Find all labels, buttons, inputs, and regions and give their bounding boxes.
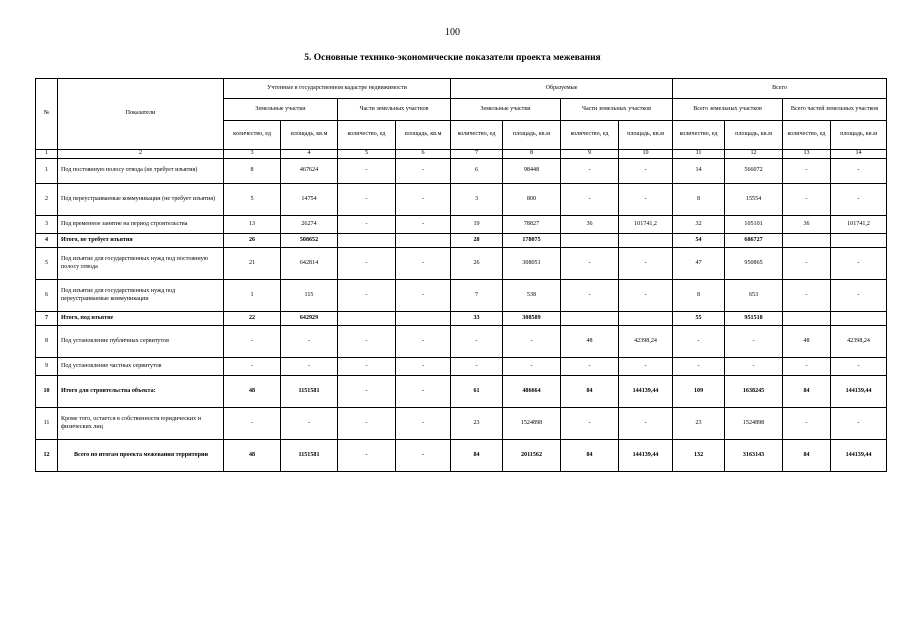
table-cell: 6 bbox=[451, 159, 503, 184]
table-cell: - bbox=[396, 358, 451, 376]
column-number: 13 bbox=[783, 150, 831, 159]
column-number: 7 bbox=[451, 150, 503, 159]
table-cell: - bbox=[338, 440, 396, 472]
row-number: 11 bbox=[36, 408, 58, 440]
table-cell: 105101 bbox=[725, 216, 783, 234]
table-cell: - bbox=[338, 216, 396, 234]
table-cell: 26 bbox=[224, 234, 281, 248]
row-number: 8 bbox=[36, 326, 58, 358]
table-cell: 178075 bbox=[503, 234, 561, 248]
column-header: количество, ед bbox=[451, 121, 503, 150]
table-row bbox=[36, 408, 887, 440]
column-number: 5 bbox=[338, 150, 396, 159]
table-cell: - bbox=[783, 280, 831, 312]
table-cell: 132 bbox=[673, 440, 725, 472]
table-row bbox=[36, 312, 887, 326]
column-header: площадь, кв.м bbox=[831, 121, 887, 150]
table-cell: - bbox=[619, 248, 673, 280]
table-cell: 1638245 bbox=[725, 376, 783, 408]
table-cell: 951518 bbox=[725, 312, 783, 326]
table-cell: - bbox=[619, 358, 673, 376]
table-cell: - bbox=[281, 408, 338, 440]
table-cell: 78827 bbox=[503, 216, 561, 234]
table-cell: 7 bbox=[451, 280, 503, 312]
table-cell: 3 bbox=[451, 184, 503, 216]
table-cell: - bbox=[281, 358, 338, 376]
table-cell: 3163143 bbox=[725, 440, 783, 472]
table-cell: - bbox=[396, 326, 451, 358]
table-row bbox=[36, 159, 887, 184]
column-header: площадь, кв.м bbox=[725, 121, 783, 150]
table-cell: 26274 bbox=[281, 216, 338, 234]
table-cell: - bbox=[619, 159, 673, 184]
table-cell: - bbox=[224, 358, 281, 376]
table-cell bbox=[619, 312, 673, 326]
table-cell: - bbox=[338, 248, 396, 280]
row-label: Под изъятие для государственных нужд под переустраиваемые коммуникации bbox=[58, 280, 224, 312]
row-number: 2 bbox=[36, 184, 58, 216]
table-cell: - bbox=[561, 408, 619, 440]
table-cell: 800 bbox=[503, 184, 561, 216]
table-cell: 48 bbox=[783, 326, 831, 358]
table-cell: 61 bbox=[451, 376, 503, 408]
table-cell: 84 bbox=[451, 440, 503, 472]
table-cell: 55 bbox=[673, 312, 725, 326]
header-num: № bbox=[36, 79, 58, 150]
table-cell: 84 bbox=[561, 376, 619, 408]
row-label: Под переустраиваемые коммуникации (не требует изъятия) bbox=[58, 184, 224, 216]
table-cell: 8 bbox=[224, 159, 281, 184]
table-row bbox=[36, 440, 887, 472]
row-label: Под установление публичных сервитутов bbox=[58, 326, 224, 358]
table-cell: 5 bbox=[224, 184, 281, 216]
table-cell: - bbox=[561, 184, 619, 216]
column-header: площадь, кв.м bbox=[619, 121, 673, 150]
table-cell bbox=[831, 312, 887, 326]
table-cell: - bbox=[561, 280, 619, 312]
table-cell: - bbox=[338, 159, 396, 184]
column-header: количество, ед bbox=[783, 121, 831, 150]
table-cell: 109 bbox=[673, 376, 725, 408]
table-cell bbox=[396, 312, 451, 326]
table-cell: 33 bbox=[451, 312, 503, 326]
table-cell: - bbox=[673, 326, 725, 358]
column-header: количество, ед bbox=[561, 121, 619, 150]
table-row bbox=[36, 184, 887, 216]
table-cell: - bbox=[783, 184, 831, 216]
row-number: 9 bbox=[36, 358, 58, 376]
table-cell: 642814 bbox=[281, 248, 338, 280]
table-cell: 101741,2 bbox=[831, 216, 887, 234]
table-cell: - bbox=[338, 376, 396, 408]
column-header: площадь, кв.м bbox=[503, 121, 561, 150]
table-cell: - bbox=[396, 184, 451, 216]
table-cell: - bbox=[783, 248, 831, 280]
table-cell: 467624 bbox=[281, 159, 338, 184]
header-sub: Всего частей земельных участков bbox=[783, 99, 887, 121]
table-cell: 144139,44 bbox=[619, 440, 673, 472]
table-cell: 42398,24 bbox=[619, 326, 673, 358]
table-cell: - bbox=[338, 280, 396, 312]
column-number: 9 bbox=[561, 150, 619, 159]
header-group-registered: Учтенные в государственном кадастре недвижимости bbox=[224, 79, 451, 99]
table-cell: - bbox=[619, 408, 673, 440]
table-cell: - bbox=[725, 326, 783, 358]
column-number: 14 bbox=[831, 150, 887, 159]
table-cell: 84 bbox=[783, 376, 831, 408]
table-cell: 42398,24 bbox=[831, 326, 887, 358]
header-group-formed: Образуемые bbox=[451, 79, 673, 99]
table-cell: - bbox=[783, 408, 831, 440]
table-cell: - bbox=[561, 358, 619, 376]
page-number: 100 bbox=[445, 27, 460, 38]
table-cell: - bbox=[396, 159, 451, 184]
table-cell: - bbox=[831, 248, 887, 280]
row-label: Кроме того, остается в собственности юридических и физических лиц bbox=[58, 408, 224, 440]
table-cell: 36 bbox=[783, 216, 831, 234]
table-cell: 566072 bbox=[725, 159, 783, 184]
table-cell bbox=[338, 234, 396, 248]
table-row bbox=[36, 326, 887, 358]
table-cell bbox=[561, 234, 619, 248]
table-cell: 486664 bbox=[503, 376, 561, 408]
column-number: 1 bbox=[36, 150, 58, 159]
table-cell: 22 bbox=[224, 312, 281, 326]
document-title: 5. Основные технико-экономические показатели проекта межевания bbox=[304, 53, 601, 63]
row-label: Всего по итогам проекта межевания территории bbox=[58, 440, 224, 472]
row-label: Итого, не требует изъятия bbox=[58, 234, 224, 248]
table-cell: 308589 bbox=[503, 312, 561, 326]
table-cell: - bbox=[619, 280, 673, 312]
table-cell: 1 bbox=[224, 280, 281, 312]
table-cell: 642929 bbox=[281, 312, 338, 326]
table-cell: 144139,44 bbox=[831, 376, 887, 408]
table-cell: 14 bbox=[673, 159, 725, 184]
table-row bbox=[36, 376, 887, 408]
column-number: 2 bbox=[58, 150, 224, 159]
table-cell: - bbox=[619, 184, 673, 216]
table-cell: 101741,2 bbox=[619, 216, 673, 234]
table-cell bbox=[831, 234, 887, 248]
table-cell: 14754 bbox=[281, 184, 338, 216]
table-cell: 1151581 bbox=[281, 376, 338, 408]
column-number: 3 bbox=[224, 150, 281, 159]
table-cell: - bbox=[396, 408, 451, 440]
indicators-table bbox=[35, 78, 887, 472]
table-cell bbox=[396, 234, 451, 248]
row-number: 6 bbox=[36, 280, 58, 312]
table-cell: - bbox=[831, 408, 887, 440]
row-number: 3 bbox=[36, 216, 58, 234]
column-number: 8 bbox=[503, 150, 561, 159]
table-cell: - bbox=[338, 358, 396, 376]
column-header: площадь, кв.м bbox=[396, 121, 451, 150]
table-cell: 8 bbox=[673, 184, 725, 216]
table-cell: - bbox=[831, 280, 887, 312]
table-cell: - bbox=[561, 248, 619, 280]
table-cell: 47 bbox=[673, 248, 725, 280]
table-cell: - bbox=[503, 358, 561, 376]
row-label: Под изъятие для государственных нужд под постоянную полосу отвода bbox=[58, 248, 224, 280]
row-number: 10 bbox=[36, 376, 58, 408]
table-cell: - bbox=[396, 280, 451, 312]
table-cell: 1524898 bbox=[725, 408, 783, 440]
table-cell: - bbox=[396, 248, 451, 280]
column-header: площадь, кв.м bbox=[281, 121, 338, 150]
table-cell: - bbox=[396, 216, 451, 234]
table-cell: 32 bbox=[673, 216, 725, 234]
table-cell: 84 bbox=[783, 440, 831, 472]
table-cell: 26 bbox=[451, 248, 503, 280]
table-cell: 23 bbox=[451, 408, 503, 440]
table-cell: 8 bbox=[673, 280, 725, 312]
table-cell bbox=[619, 234, 673, 248]
table-cell: - bbox=[503, 326, 561, 358]
table-cell: - bbox=[224, 408, 281, 440]
table-cell: 48 bbox=[224, 440, 281, 472]
column-number: 4 bbox=[281, 150, 338, 159]
row-number: 7 bbox=[36, 312, 58, 326]
table-cell: 1524898 bbox=[503, 408, 561, 440]
table-cell: - bbox=[673, 358, 725, 376]
row-number: 4 bbox=[36, 234, 58, 248]
column-number: 10 bbox=[619, 150, 673, 159]
row-number: 1 bbox=[36, 159, 58, 184]
table-cell: - bbox=[725, 358, 783, 376]
table-cell: - bbox=[396, 376, 451, 408]
table-cell: - bbox=[281, 326, 338, 358]
table-cell bbox=[783, 234, 831, 248]
table-cell: - bbox=[451, 358, 503, 376]
column-number: 6 bbox=[396, 150, 451, 159]
table-cell: - bbox=[783, 159, 831, 184]
table-cell: - bbox=[783, 358, 831, 376]
column-header: количество, ед bbox=[338, 121, 396, 150]
header-sub: Земельные участки bbox=[224, 99, 338, 121]
table-cell: - bbox=[561, 159, 619, 184]
table-cell: 15554 bbox=[725, 184, 783, 216]
row-label: Под временное занятие на период строительства bbox=[58, 216, 224, 234]
table-cell: 54 bbox=[673, 234, 725, 248]
header-sub: Всего земельных участков bbox=[673, 99, 783, 121]
table-cell: 48 bbox=[224, 376, 281, 408]
table-cell: 13 bbox=[224, 216, 281, 234]
row-label: Под постоянную полосу отвода (не требует изъятия) bbox=[58, 159, 224, 184]
table-cell bbox=[338, 312, 396, 326]
table-cell: 308051 bbox=[503, 248, 561, 280]
table-row bbox=[36, 234, 887, 248]
table-cell: - bbox=[224, 326, 281, 358]
header-sub: Части земельных участков bbox=[561, 99, 673, 121]
column-header: количество, ед bbox=[673, 121, 725, 150]
table-cell: 98448 bbox=[503, 159, 561, 184]
column-number: 11 bbox=[673, 150, 725, 159]
table-cell: 1151581 bbox=[281, 440, 338, 472]
table-cell: - bbox=[451, 326, 503, 358]
table-cell: 950865 bbox=[725, 248, 783, 280]
table-cell: - bbox=[338, 326, 396, 358]
table-cell: 36 bbox=[561, 216, 619, 234]
column-number: 12 bbox=[725, 150, 783, 159]
table-cell: - bbox=[396, 440, 451, 472]
row-label: Итого, под изъятие bbox=[58, 312, 224, 326]
table-cell: 115 bbox=[281, 280, 338, 312]
table-cell bbox=[561, 312, 619, 326]
table-row bbox=[36, 358, 887, 376]
table-cell: - bbox=[338, 184, 396, 216]
table-cell: 48 bbox=[561, 326, 619, 358]
header-indicators: Показатели bbox=[58, 79, 224, 150]
table-cell: - bbox=[338, 408, 396, 440]
header-sub: Земельные участки bbox=[451, 99, 561, 121]
row-label: Под установление частных сервитутов bbox=[58, 358, 224, 376]
row-number: 12 bbox=[36, 440, 58, 472]
table-cell: 144139,44 bbox=[619, 376, 673, 408]
table-cell: 84 bbox=[561, 440, 619, 472]
table-cell bbox=[783, 312, 831, 326]
table-cell: 653 bbox=[725, 280, 783, 312]
table-cell: 2011562 bbox=[503, 440, 561, 472]
table-row bbox=[36, 248, 887, 280]
table-row bbox=[36, 280, 887, 312]
table-cell: 21 bbox=[224, 248, 281, 280]
table-cell: 28 bbox=[451, 234, 503, 248]
table-cell: 508652 bbox=[281, 234, 338, 248]
table-cell: 686727 bbox=[725, 234, 783, 248]
table-cell: 23 bbox=[673, 408, 725, 440]
header-sub: Части земельных участков bbox=[338, 99, 451, 121]
table-cell: - bbox=[831, 358, 887, 376]
row-number: 5 bbox=[36, 248, 58, 280]
row-label: Итого для строительства объекта: bbox=[58, 376, 224, 408]
table-cell: - bbox=[831, 184, 887, 216]
table-cell: 19 bbox=[451, 216, 503, 234]
table-cell: 538 bbox=[503, 280, 561, 312]
table-cell: - bbox=[831, 159, 887, 184]
column-header: количество, ед bbox=[224, 121, 281, 150]
table-cell: 144139,44 bbox=[831, 440, 887, 472]
header-group-total: Всего bbox=[673, 79, 887, 99]
table-row bbox=[36, 216, 887, 234]
